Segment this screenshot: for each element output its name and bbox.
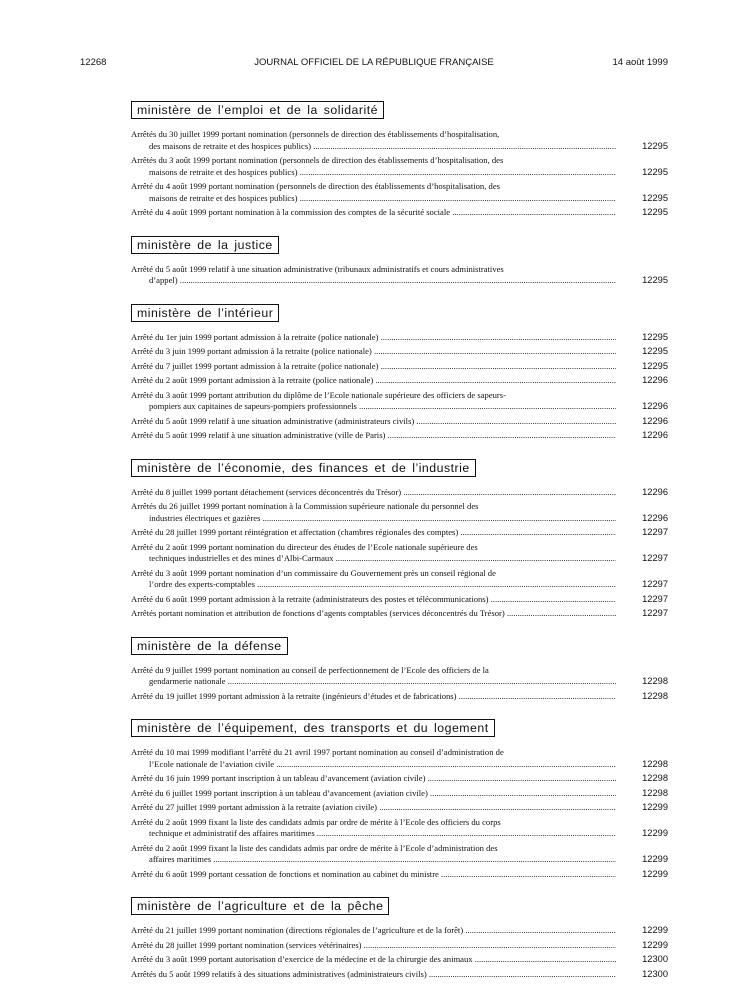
entry-text: Arrêté du 3 août 1999 portant autorisation d’exercice de la médecine et de la chirurgie des animaux ..... xyxy=(131,954,616,966)
entry-page-number: 12298 xyxy=(642,787,668,798)
entry-page-number: 12299 xyxy=(642,854,668,864)
contents-entry xyxy=(131,542,668,565)
entry-page-number: 12295 xyxy=(642,192,668,203)
entry-text-continued: industries électriques et gazières ..... xyxy=(131,513,616,525)
entry-text: Arrêté du 5 août 1999 relatif à une situation administrative (tribunaux administratifs et cours administratives xyxy=(131,263,504,274)
contents-entry xyxy=(131,954,668,966)
entry-page-number: 12300 xyxy=(642,968,668,979)
entry-text-continued: technique et administratif des affaires maritimes ..... xyxy=(131,828,616,840)
entry-text: Arrêtés du 3 août 1999 portant nomination (personnels de direction des établissements d’hospitalisation, des xyxy=(131,155,504,165)
contents-entry xyxy=(131,802,668,814)
entry-text: Arrêtés du 5 août 1999 relatifs à des situations administratives (administrateurs civils) ..... xyxy=(131,969,616,981)
contents-entry xyxy=(131,773,668,785)
entry-text-continued: l’ordre des experts-comptables ..... xyxy=(131,579,616,591)
entry-text: Arrêté du 5 août 1999 relatif à une situation administrative (ville de Paris) ..... xyxy=(131,430,616,442)
contents-entry xyxy=(131,665,668,688)
entry-page-number: 12296 xyxy=(642,415,668,426)
ministry-section xyxy=(131,236,668,287)
entry-text-continued: maisons de retraite et des hospices publics) ..... xyxy=(131,167,616,179)
entry-page-number: 12295 xyxy=(642,346,668,356)
ministry-heading: ministère de l’équipement, des transports et du logement xyxy=(131,719,495,737)
contents-entry xyxy=(131,390,668,413)
entry-text-continued: d’appel) ..... xyxy=(131,275,616,287)
entry-page-number: 12296 xyxy=(642,512,668,523)
contents-entry xyxy=(131,501,668,524)
contents-entry xyxy=(131,747,668,770)
ministry-section xyxy=(131,897,668,980)
entry-text: Arrêté du 5 août 1999 relatif à une situation administrative (administrateurs civils) ..... xyxy=(131,416,616,428)
contents-entry xyxy=(131,416,668,428)
entry-text-continued: maisons de retraite et des hospices publics) ..... xyxy=(131,193,616,205)
ministry-section xyxy=(131,719,668,880)
ministry-section xyxy=(131,304,668,442)
entry-page-number: 12296 xyxy=(642,486,668,497)
entry-text: Arrêté du 1er juin 1999 portant admission à la retraite (police nationale) ..... xyxy=(131,332,616,344)
entry-page-number: 12297 xyxy=(642,579,668,589)
entry-page-number: 12298 xyxy=(642,773,668,783)
entry-page-number: 12296 xyxy=(642,430,668,440)
contents-entry xyxy=(131,608,668,620)
entry-page-number: 12297 xyxy=(642,608,668,618)
entry-page-number: 12298 xyxy=(642,676,668,686)
entry-text-continued: l’Ecole nationale de l’aviation civile ..... xyxy=(131,759,616,771)
entry-text-continued: affaires maritimes ..... xyxy=(131,854,616,866)
ministry-section xyxy=(131,459,668,620)
entry-page-number: 12295 xyxy=(642,166,668,177)
contents-entry xyxy=(131,843,668,866)
entry-page-number: 12295 xyxy=(642,140,668,151)
contents-entry xyxy=(131,346,668,358)
ministry-heading: ministère de la défense xyxy=(131,637,288,655)
ministry-heading: ministère de l’agriculture et de la pêche xyxy=(131,897,389,915)
contents-entry xyxy=(131,487,668,499)
contents-entry xyxy=(131,788,668,800)
table-of-contents xyxy=(131,101,668,997)
entry-text: Arrêté du 6 août 1999 portant admission à la retraite (administrateurs des postes et télécommunications) ..... xyxy=(131,594,616,606)
entry-text: Arrêté du 2 août 1999 fixant la liste des candidats admis par ordre de mérite à l’Ecole des officiers du corps xyxy=(131,816,501,827)
entry-page-number: 12297 xyxy=(642,527,668,537)
entry-text: Arrêté du 3 août 1999 portant attribution du diplôme de l’Ecole nationale supérieure des officiers de sapeurs- xyxy=(131,389,506,400)
entry-page-number: 12295 xyxy=(642,275,668,285)
ministry-heading: ministère de la justice xyxy=(131,236,279,254)
entry-text: Arrêté du 27 juillet 1999 portant admission à la retraite (aviation civile) ..... xyxy=(131,802,616,814)
entry-text: Arrêté du 21 juillet 1999 portant nomination (directions régionales de l’agriculture et de la forêt) ..... xyxy=(131,925,616,937)
contents-entry xyxy=(131,691,668,703)
contents-entry xyxy=(131,817,668,840)
entry-text-continued: pompiers aux capitaines de sapeurs-pompiers professionnels ..... xyxy=(131,401,616,413)
entry-page-number: 12295 xyxy=(642,207,668,217)
contents-entry xyxy=(131,969,668,981)
entry-text: Arrêtés du 30 juillet 1999 portant nomination (personnels de direction des établissements d’hospitalisation, xyxy=(131,129,500,139)
entry-page-number: 12299 xyxy=(642,828,668,838)
entry-text-continued: des maisons de retraite et des hospices publics) ..... xyxy=(131,141,616,153)
entry-text: Arrêté du 6 août 1999 portant cessation de fonctions et nomination au cabinet du ministre ..... xyxy=(131,869,616,881)
contents-entry xyxy=(131,181,668,204)
entry-text: Arrêté du 2 août 1999 portant admission à la retraite (police nationale) ..... xyxy=(131,375,616,387)
entry-text: Arrêté du 7 juillet 1999 portant admission à la retraite (police nationale) ..... xyxy=(131,361,616,373)
entry-page-number: 12299 xyxy=(642,868,668,879)
entry-text: Arrêté du 2 août 1999 portant nomination du directeur des études de l’Ecole nationale supérieure des xyxy=(131,541,478,552)
entry-text: Arrêté du 19 juillet 1999 portant admission à la retraite (ingénieurs d’études et de fabrications) ..... xyxy=(131,691,616,703)
contents-entry xyxy=(131,264,668,287)
entry-page-number: 12296 xyxy=(642,375,668,385)
contents-entry xyxy=(131,129,668,152)
entry-page-number: 12299 xyxy=(642,802,668,812)
contents-entry xyxy=(131,155,668,178)
entry-text: Arrêté du 2 août 1999 fixant la liste des candidats admis par ordre de mérite à l’Ecole d’administration des xyxy=(131,842,498,853)
contents-entry xyxy=(131,925,668,937)
ministry-heading: ministère de l’économie, des finances et de l’industrie xyxy=(131,459,476,477)
entry-page-number: 12299 xyxy=(642,925,668,935)
entry-text: Arrêté du 3 juin 1999 portant admission à la retraite (police nationale) ..... xyxy=(131,346,616,358)
entry-page-number: 12298 xyxy=(642,690,668,701)
entry-text: Arrêtés portant nomination et attribution de fonctions d’agents comptables (services déconcentrés du Trésor) ..... xyxy=(131,608,616,620)
entry-text-continued: techniques industrielles et des mines d’Albi-Carmaux ..... xyxy=(131,553,616,565)
entry-text: Arrêté du 4 août 1999 portant nomination (personnels de direction des établissements d’hospitalisation, des xyxy=(131,181,500,191)
entry-page-number: 12296 xyxy=(642,401,668,411)
entry-text: Arrêté du 16 juin 1999 portant inscription à un tableau d’avancement (aviation civile) ..... xyxy=(131,773,616,785)
contents-entry xyxy=(131,375,668,387)
contents-entry xyxy=(131,207,668,219)
entry-page-number: 12297 xyxy=(642,553,668,563)
contents-entry xyxy=(131,940,668,952)
entry-text: Arrêté du 3 août 1999 portant nomination d’un commissaire du Gouvernement près un conseil régional de xyxy=(131,567,496,578)
entry-text: Arrêté du 6 juillet 1999 portant inscription à un tableau d’avancement (aviation civile) ..... xyxy=(131,788,616,800)
page-number: 12268 xyxy=(80,57,107,68)
entry-page-number: 12295 xyxy=(642,360,668,371)
entry-text: Arrêté du 8 juillet 1999 portant détachement (services déconcentrés du Trésor) ..... xyxy=(131,487,616,499)
entry-page-number: 12300 xyxy=(642,954,668,964)
contents-entry xyxy=(131,594,668,606)
entry-text: Arrêtés du 26 juillet 1999 portant nomination à la Commission supérieure nationale du personnel des xyxy=(131,501,479,511)
ministry-section xyxy=(131,101,668,219)
entry-text: Arrêté du 28 juillet 1999 portant nomination (services vétérinaires) ..... xyxy=(131,940,616,952)
contents-entry xyxy=(131,332,668,344)
entry-page-number: 12295 xyxy=(642,331,668,342)
entry-text: Arrêté du 10 mai 1999 modifiant l’arrêté du 21 avril 1997 portant nomination au conseil d’administration de xyxy=(131,747,504,757)
entry-page-number: 12297 xyxy=(642,593,668,604)
contents-entry xyxy=(131,568,668,591)
contents-entry xyxy=(131,361,668,373)
issue-date: 14 août 1999 xyxy=(612,57,668,68)
entry-text: Arrêté du 9 juillet 1999 portant nomination au conseil de perfectionnement de l’Ecole des officiers de la xyxy=(131,664,489,675)
entry-page-number: 12299 xyxy=(642,939,668,950)
journal-title: JOURNAL OFFICIEL DE LA RÉPUBLIQUE FRANÇAISE xyxy=(254,57,494,68)
entry-text-continued: gendarmerie nationale ..... xyxy=(131,676,616,688)
page-header xyxy=(80,57,668,71)
entry-text: Arrêté du 4 août 1999 portant nomination à la commission des comptes de la sécurité sociale ..... xyxy=(131,207,616,219)
contents-entry xyxy=(131,527,668,539)
contents-entry xyxy=(131,869,668,881)
contents-entry xyxy=(131,430,668,442)
entry-text: Arrêté du 28 juillet 1999 portant réintégration et affectation (chambres régionales des comptes) ..... xyxy=(131,527,616,539)
entry-page-number: 12298 xyxy=(642,758,668,769)
ministry-heading: ministère de l’emploi et de la solidarité xyxy=(131,101,384,119)
ministry-section xyxy=(131,637,668,703)
ministry-heading: ministère de l’intérieur xyxy=(131,304,279,322)
